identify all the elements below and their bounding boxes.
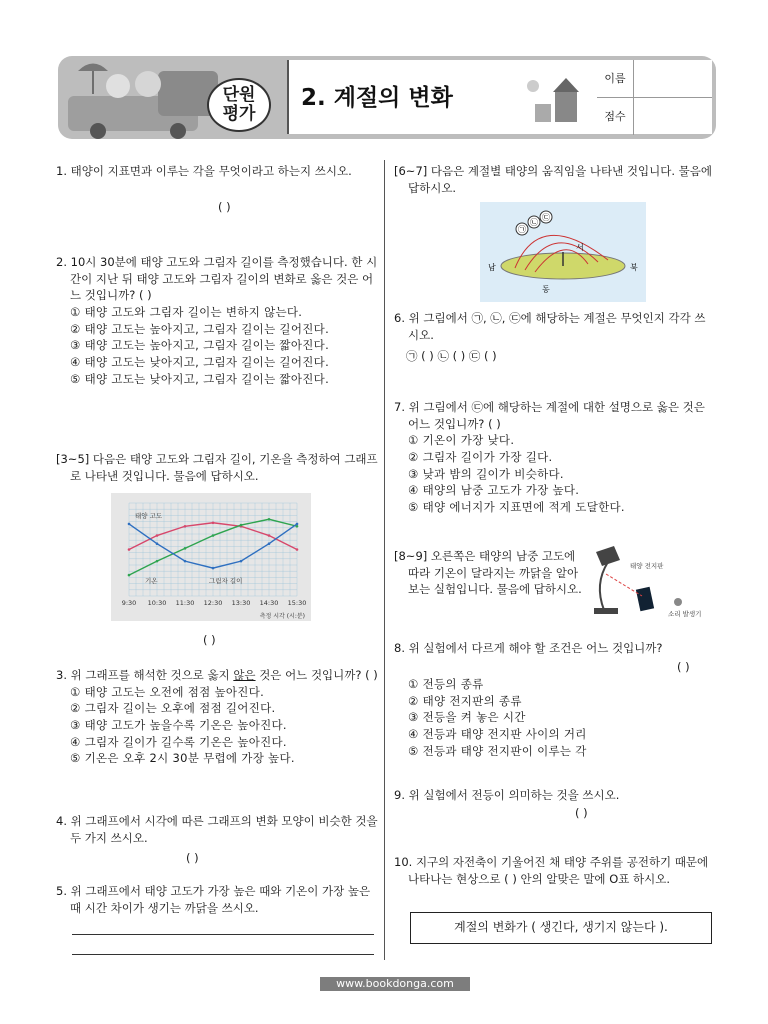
q3-option-5[interactable]: ⑤ 기온은 오후 2시 30분 무렵에 가장 높다. [70, 751, 295, 766]
q5-stem: 5. 위 그래프에서 태양 고도가 가장 높은 때와 기온이 가장 높은 때 시간 차이가 생기는 까닭을 쓰시오. [56, 884, 371, 915]
x-tick-label: 10:30 [147, 599, 167, 607]
q7-option-1[interactable]: ① 기온이 가장 낮다. [408, 433, 515, 448]
q8-option-5[interactable]: ⑤ 전등과 태양 전지판이 이루는 각 [408, 743, 587, 758]
q8-option-1[interactable]: ① 전등의 종류 [408, 677, 484, 691]
q2-option-5[interactable]: ⑤ 태양 고도는 낮아지고, 그림자 길이는 짧아진다. [70, 371, 330, 386]
label-c: ㉢ [542, 213, 550, 222]
question-7 [394, 399, 716, 516]
series-point-2-3 [212, 567, 215, 570]
badge-line1: 단원 [222, 85, 256, 105]
series-point-2-5 [268, 542, 271, 545]
series-label-temperature: 기온 [145, 577, 158, 585]
house-illustration [525, 72, 595, 128]
series-point-1-0 [128, 574, 131, 577]
title-box [287, 60, 599, 134]
series-point-1-1 [156, 560, 159, 563]
q8-options [394, 676, 716, 759]
q2-option-2[interactable]: ② 태양 고도는 높아지고, 그림자 길이는 길어진다. [70, 321, 330, 336]
q3-text-post: 것은 어느 것입니까? ( ) [255, 668, 378, 682]
intro-6-7-text: [6~7] 다음은 계절별 태양의 움직임을 나타낸 것입니다. 물음에 답하시오. [394, 164, 712, 195]
q1-text: 태양이 지표면과 이루는 각을 무엇이라고 하는지 쓰시오. [70, 164, 352, 178]
footer-url: www.bookdonga.com [320, 977, 470, 991]
lamp-experiment-illustration [586, 544, 711, 622]
q6-answer-blanks[interactable]: ㉠ ( ) ㉡ ( ) ㉢ ( ) [406, 349, 497, 363]
q8-option-3[interactable]: ③ 전등을 켜 놓은 시간 [408, 710, 526, 725]
q3-text-pre: 3. 위 그래프를 해석한 것으로 옳지 [56, 668, 234, 682]
series-point-0-6 [296, 548, 299, 551]
question-2 [56, 254, 378, 387]
q2-option-3[interactable]: ③ 태양 고도는 높아지고, 그림자 길이는 짧아진다. [70, 338, 330, 353]
series-point-2-4 [240, 560, 243, 563]
chart-xlabel: 측정 시각 (시:분) [259, 613, 305, 620]
q35-answer-blank[interactable]: ( ) [203, 633, 216, 647]
series-point-0-2 [184, 525, 187, 528]
q2-option-1[interactable]: ① 태양 고도와 그림자 길이는 변하지 않는다. [70, 305, 303, 320]
q3-option-1[interactable]: ① 태양 고도는 오전에 점점 높아진다. [70, 684, 265, 699]
q8-stem: 8. 위 실험에서 다르게 해야 할 조건은 어느 것입니까? [394, 641, 663, 655]
q5-answer-line-1[interactable] [72, 934, 374, 935]
q3-option-3[interactable]: ③ 태양 고도가 높을수록 기온은 높아진다. [70, 718, 287, 733]
series-point-0-5 [268, 534, 271, 537]
page-title: 2. 계절의 변화 [301, 85, 453, 111]
label-east: 동 [542, 285, 550, 294]
label-a: ㉠ [518, 225, 526, 234]
q1-stem [56, 163, 376, 180]
question-4 [56, 813, 378, 846]
series-label-altitude: 태양 고도 [135, 512, 163, 520]
q2-text: 10시 30분에 태양 고도와 그림자 길이를 측정했습니다. 한 시간이 지난 뒤 태양 고도와 그림자 길이의 변화로 옳은 것은 어느 것입니까? ( ) [70, 255, 378, 303]
sun-path-diagram [480, 202, 646, 302]
intro-8-9 [394, 548, 582, 598]
question-5 [56, 883, 378, 916]
series-point-2-2 [184, 560, 187, 563]
series-point-1-5 [268, 518, 271, 521]
q8-answer-blank[interactable]: ( ) [677, 660, 690, 674]
label-south: 남 [488, 263, 496, 272]
intro-3-5-text: [3~5] 다음은 태양 고도와 그림자 길이, 기온을 측정하여 그래프로 나타낸 것입니다. 물음에 답하시오. [56, 452, 378, 483]
q4-stem: 4. 위 그래프에서 시각에 따른 그래프의 변화 모양이 비슷한 것을 두 가지 쓰시오. [56, 814, 378, 845]
q4-answer-blank[interactable]: ( ) [186, 851, 199, 865]
score-label: 점수 [597, 98, 634, 135]
label-b: ㉡ [530, 218, 538, 227]
series-point-0-1 [156, 534, 159, 537]
q9-stem: 9. 위 실험에서 전등이 의미하는 것을 쓰시오. [394, 788, 620, 802]
series-label-shadow: 그림자 길이 [209, 577, 243, 585]
q8-option-4[interactable]: ④ 전등과 태양 전지판 사이의 거리 [408, 727, 587, 742]
q8-option-2[interactable]: ② 태양 전지판의 종류 [408, 693, 522, 708]
label-buzzer: 소리 발생기 [668, 610, 702, 618]
series-point-2-1 [156, 542, 159, 545]
question-3 [56, 667, 378, 767]
question-9 [394, 787, 716, 804]
question-1 [56, 163, 376, 180]
q3-underlined: 않은 [233, 668, 256, 682]
q6-stem: 6. 위 그림에서 ㉠, ㉡, ㉢에 해당하는 계절은 무엇인지 각각 쓰시오. [394, 311, 706, 342]
x-tick-label: 11:30 [175, 599, 195, 607]
q3-option-2[interactable]: ② 그림자 길이는 오후에 점점 길어진다. [70, 701, 276, 716]
series-point-2-6 [296, 523, 299, 526]
label-west: 서 [576, 243, 584, 252]
x-tick-label: 14:30 [259, 599, 279, 607]
q7-option-4[interactable]: ④ 태양의 남중 고도가 가장 높다. [408, 483, 580, 498]
q2-stem [56, 254, 378, 304]
q10-answer-box[interactable]: 계절의 변화가 ( 생긴다, 생기지 않는다 ). [410, 912, 712, 944]
x-tick-label: 13:30 [231, 599, 251, 607]
series-point-0-3 [212, 521, 215, 524]
q7-stem: 7. 위 그림에서 ㉢에 해당하는 계절에 대한 설명으로 옳은 것은 어느 것입니까? ( ) [394, 400, 705, 431]
badge-line2: 평가 [222, 104, 256, 124]
q3-stem [56, 667, 378, 684]
q7-option-2[interactable]: ② 그림자 길이가 가장 길다. [408, 450, 553, 465]
q9-answer-blank[interactable]: ( ) [575, 806, 588, 820]
q10-stem: 10. 지구의 자전축이 기울어진 채 태양 주위를 공전하기 때문에 나타나는 현상으로 ( ) 안의 알맞은 말에 O표 하시오. [394, 855, 709, 886]
label-north: 북 [630, 263, 638, 272]
q7-option-5[interactable]: ⑤ 태양 에너지가 지표면에 적게 도달한다. [408, 500, 625, 515]
temperature-altitude-graph [111, 493, 311, 621]
series-point-1-2 [184, 547, 187, 550]
intro-3-5 [56, 451, 378, 484]
question-6 [394, 310, 716, 343]
q3-option-4[interactable]: ④ 그림자 길이가 길수록 기온은 높아진다. [70, 734, 287, 749]
q1-number: 1. [56, 164, 67, 178]
x-tick-label: 12:30 [203, 599, 223, 607]
series-point-1-3 [212, 534, 215, 537]
column-divider [384, 160, 385, 960]
label-solar-panel: 태양 전지판 [630, 562, 664, 570]
question-8 [394, 640, 716, 657]
series-point-0-0 [128, 548, 131, 551]
q2-option-4[interactable]: ④ 태양 고도는 낮아지고, 그림자 길이는 길어진다. [70, 355, 330, 370]
series-point-1-4 [240, 524, 243, 527]
x-tick-label: 15:30 [287, 599, 307, 607]
q2-number: 2. [56, 255, 67, 269]
intro-6-7 [394, 163, 716, 196]
question-10 [394, 854, 716, 887]
unit-test-badge [207, 78, 271, 132]
x-tick-label: 9:30 [121, 599, 137, 607]
name-label: 이름 [597, 60, 634, 97]
q1-answer-blank[interactable]: ( ) [218, 200, 231, 214]
q7-option-3[interactable]: ③ 낮과 밤의 길이가 비슷하다. [408, 466, 564, 481]
series-point-2-0 [128, 523, 131, 526]
q5-answer-line-2[interactable] [72, 954, 374, 955]
name-score-box [597, 60, 712, 134]
intro-8-9-text: [8~9] 오른쪽은 태양의 남중 고도에 따라 기온이 달라지는 까닭을 알아보는 실험입니다. 물음에 답하시오. [394, 549, 582, 597]
